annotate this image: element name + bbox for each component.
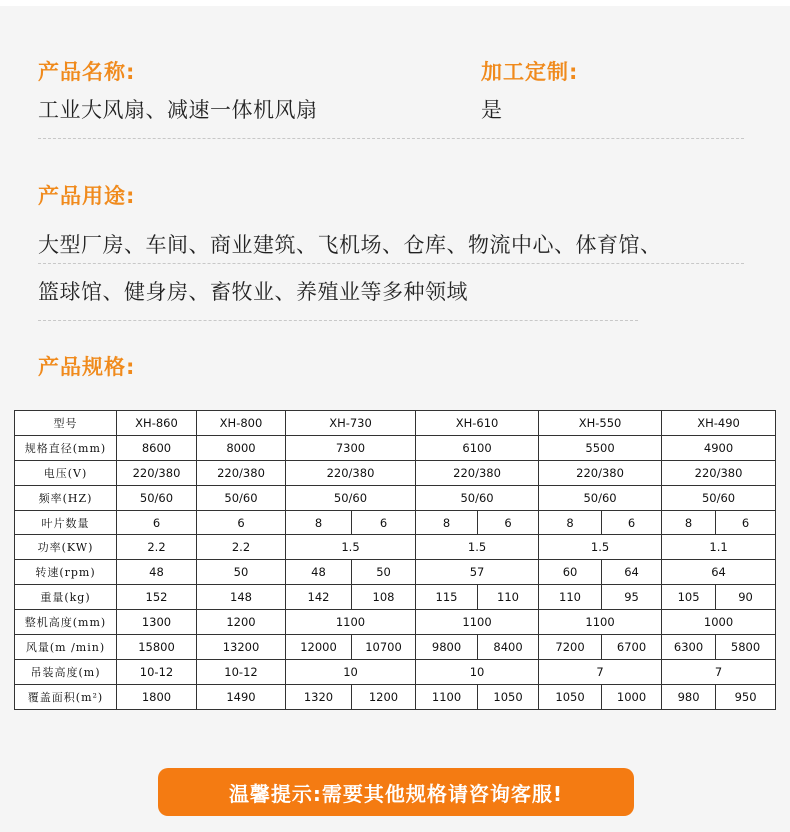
row-header-cell: 叶片数量 [15,510,117,535]
row-header-cell: 型号 [15,411,117,436]
table-cell: 1.1 [662,535,776,560]
table-cell: 1050 [478,684,539,709]
table-cell: 8000 [197,435,286,460]
usage-line-1: 大型厂房、车间、商业建筑、飞机场、仓库、物流中心、体育馆、 [38,233,662,257]
table-cell: 1200 [352,684,416,709]
table-cell: 8 [416,510,478,535]
table-cell: 90 [716,585,776,610]
table-cell: 7 [662,659,776,684]
table-cell: 48 [117,560,197,585]
table-cell: XH-610 [416,411,539,436]
table-cell: 1100 [286,610,416,635]
table-cell: 50 [352,560,416,585]
usage-label: 产品用途: [38,184,136,208]
table-cell: 110 [478,585,539,610]
table-cell: XH-490 [662,411,776,436]
table-cell: 64 [602,560,662,585]
row-header-cell: 规格直径(mm) [15,435,117,460]
table-cell: 6 [117,510,197,535]
table-cell: 950 [716,684,776,709]
table-cell: 1800 [117,684,197,709]
table-cell: 105 [662,585,716,610]
table-cell: 10700 [352,635,416,660]
product-name-value: 工业大风扇、减速一体机风扇 [38,98,318,122]
customization-value: 是 [481,98,503,122]
table-row [15,610,776,635]
table-cell: 1000 [602,684,662,709]
table-cell: 1200 [197,610,286,635]
table-cell: 8 [662,510,716,535]
table-cell: 7 [539,659,662,684]
table-cell: 50/60 [286,485,416,510]
table-cell: 1.5 [416,535,539,560]
table-cell: 50/60 [197,485,286,510]
table-cell: 10-12 [197,659,286,684]
product-name-label: 产品名称: [38,60,136,84]
table-cell: 6 [602,510,662,535]
table-cell: XH-860 [117,411,197,436]
row-header-cell: 电压(V) [15,460,117,485]
table-row [15,535,776,560]
table-cell: 115 [416,585,478,610]
row-header-cell: 覆盖面积(m²) [15,684,117,709]
table-cell: 220/380 [117,460,197,485]
table-cell: 108 [352,585,416,610]
table-cell: 6 [197,510,286,535]
table-cell: 1.5 [539,535,662,560]
table-cell: 980 [662,684,716,709]
table-cell: 220/380 [662,460,776,485]
table-row [15,460,776,485]
table-row [15,585,776,610]
table-row [15,560,776,585]
row-header-cell: 风量(m /min) [15,635,117,660]
table-cell: 60 [539,560,602,585]
table-cell: 110 [539,585,602,610]
table-cell: 220/380 [539,460,662,485]
table-cell: 220/380 [286,460,416,485]
table-cell: 6 [716,510,776,535]
table-cell: 1100 [416,684,478,709]
table-row [15,684,776,709]
divider [38,320,638,321]
customization-label: 加工定制: [481,60,579,84]
table-cell: 50/60 [539,485,662,510]
table-cell: 8400 [478,635,539,660]
table-row [15,659,776,684]
table-cell: 50/60 [117,485,197,510]
table-cell: 50/60 [416,485,539,510]
table-row [15,485,776,510]
table-cell: 6700 [602,635,662,660]
divider [38,138,744,139]
spec-table-body [15,411,776,710]
table-cell: 5500 [539,435,662,460]
row-header-cell: 转速(rpm) [15,560,117,585]
usage-line-2: 篮球馆、健身房、畜牧业、养殖业等多种领域 [38,280,468,304]
row-header-cell: 重量(kg) [15,585,117,610]
table-cell: XH-550 [539,411,662,436]
table-cell: 5800 [716,635,776,660]
table-cell: 1320 [286,684,352,709]
table-cell: 1.5 [286,535,416,560]
table-cell: 1100 [416,610,539,635]
table-cell: 1050 [539,684,602,709]
table-cell: 57 [416,560,539,585]
specs-label: 产品规格: [38,355,136,379]
top-divider [0,0,790,6]
table-cell: 8 [286,510,352,535]
table-cell: 1000 [662,610,776,635]
table-cell: 10-12 [117,659,197,684]
table-cell: 7300 [286,435,416,460]
table-cell: 6 [478,510,539,535]
table-cell: 6 [352,510,416,535]
table-cell: 1300 [117,610,197,635]
table-cell: 12000 [286,635,352,660]
table-row [15,510,776,535]
table-cell: 8 [539,510,602,535]
table-cell: 10 [416,659,539,684]
table-cell: XH-730 [286,411,416,436]
table-cell: 50 [197,560,286,585]
row-header-cell: 频率(HZ) [15,485,117,510]
table-cell: 220/380 [416,460,539,485]
table-cell: 1100 [539,610,662,635]
spec-table [14,410,776,710]
table-row [15,635,776,660]
table-cell: 9800 [416,635,478,660]
table-cell: XH-800 [197,411,286,436]
table-cell: 7200 [539,635,602,660]
table-cell: 2.2 [117,535,197,560]
row-header-cell: 吊装高度(m) [15,659,117,684]
table-cell: 95 [602,585,662,610]
table-cell: 48 [286,560,352,585]
notice-banner: 温馨提示:需要其他规格请咨询客服! [158,768,634,816]
table-row [15,411,776,436]
table-cell: 6300 [662,635,716,660]
table-row [15,435,776,460]
table-cell: 13200 [197,635,286,660]
row-header-cell: 整机高度(mm) [15,610,117,635]
table-cell: 220/380 [197,460,286,485]
table-cell: 1490 [197,684,286,709]
table-cell: 8600 [117,435,197,460]
table-cell: 152 [117,585,197,610]
table-cell: 142 [286,585,352,610]
table-cell: 15800 [117,635,197,660]
table-cell: 2.2 [197,535,286,560]
table-cell: 64 [662,560,776,585]
divider [38,263,744,264]
table-cell: 10 [286,659,416,684]
table-cell: 148 [197,585,286,610]
table-cell: 50/60 [662,485,776,510]
table-cell: 6100 [416,435,539,460]
table-cell: 4900 [662,435,776,460]
row-header-cell: 功率(KW) [15,535,117,560]
